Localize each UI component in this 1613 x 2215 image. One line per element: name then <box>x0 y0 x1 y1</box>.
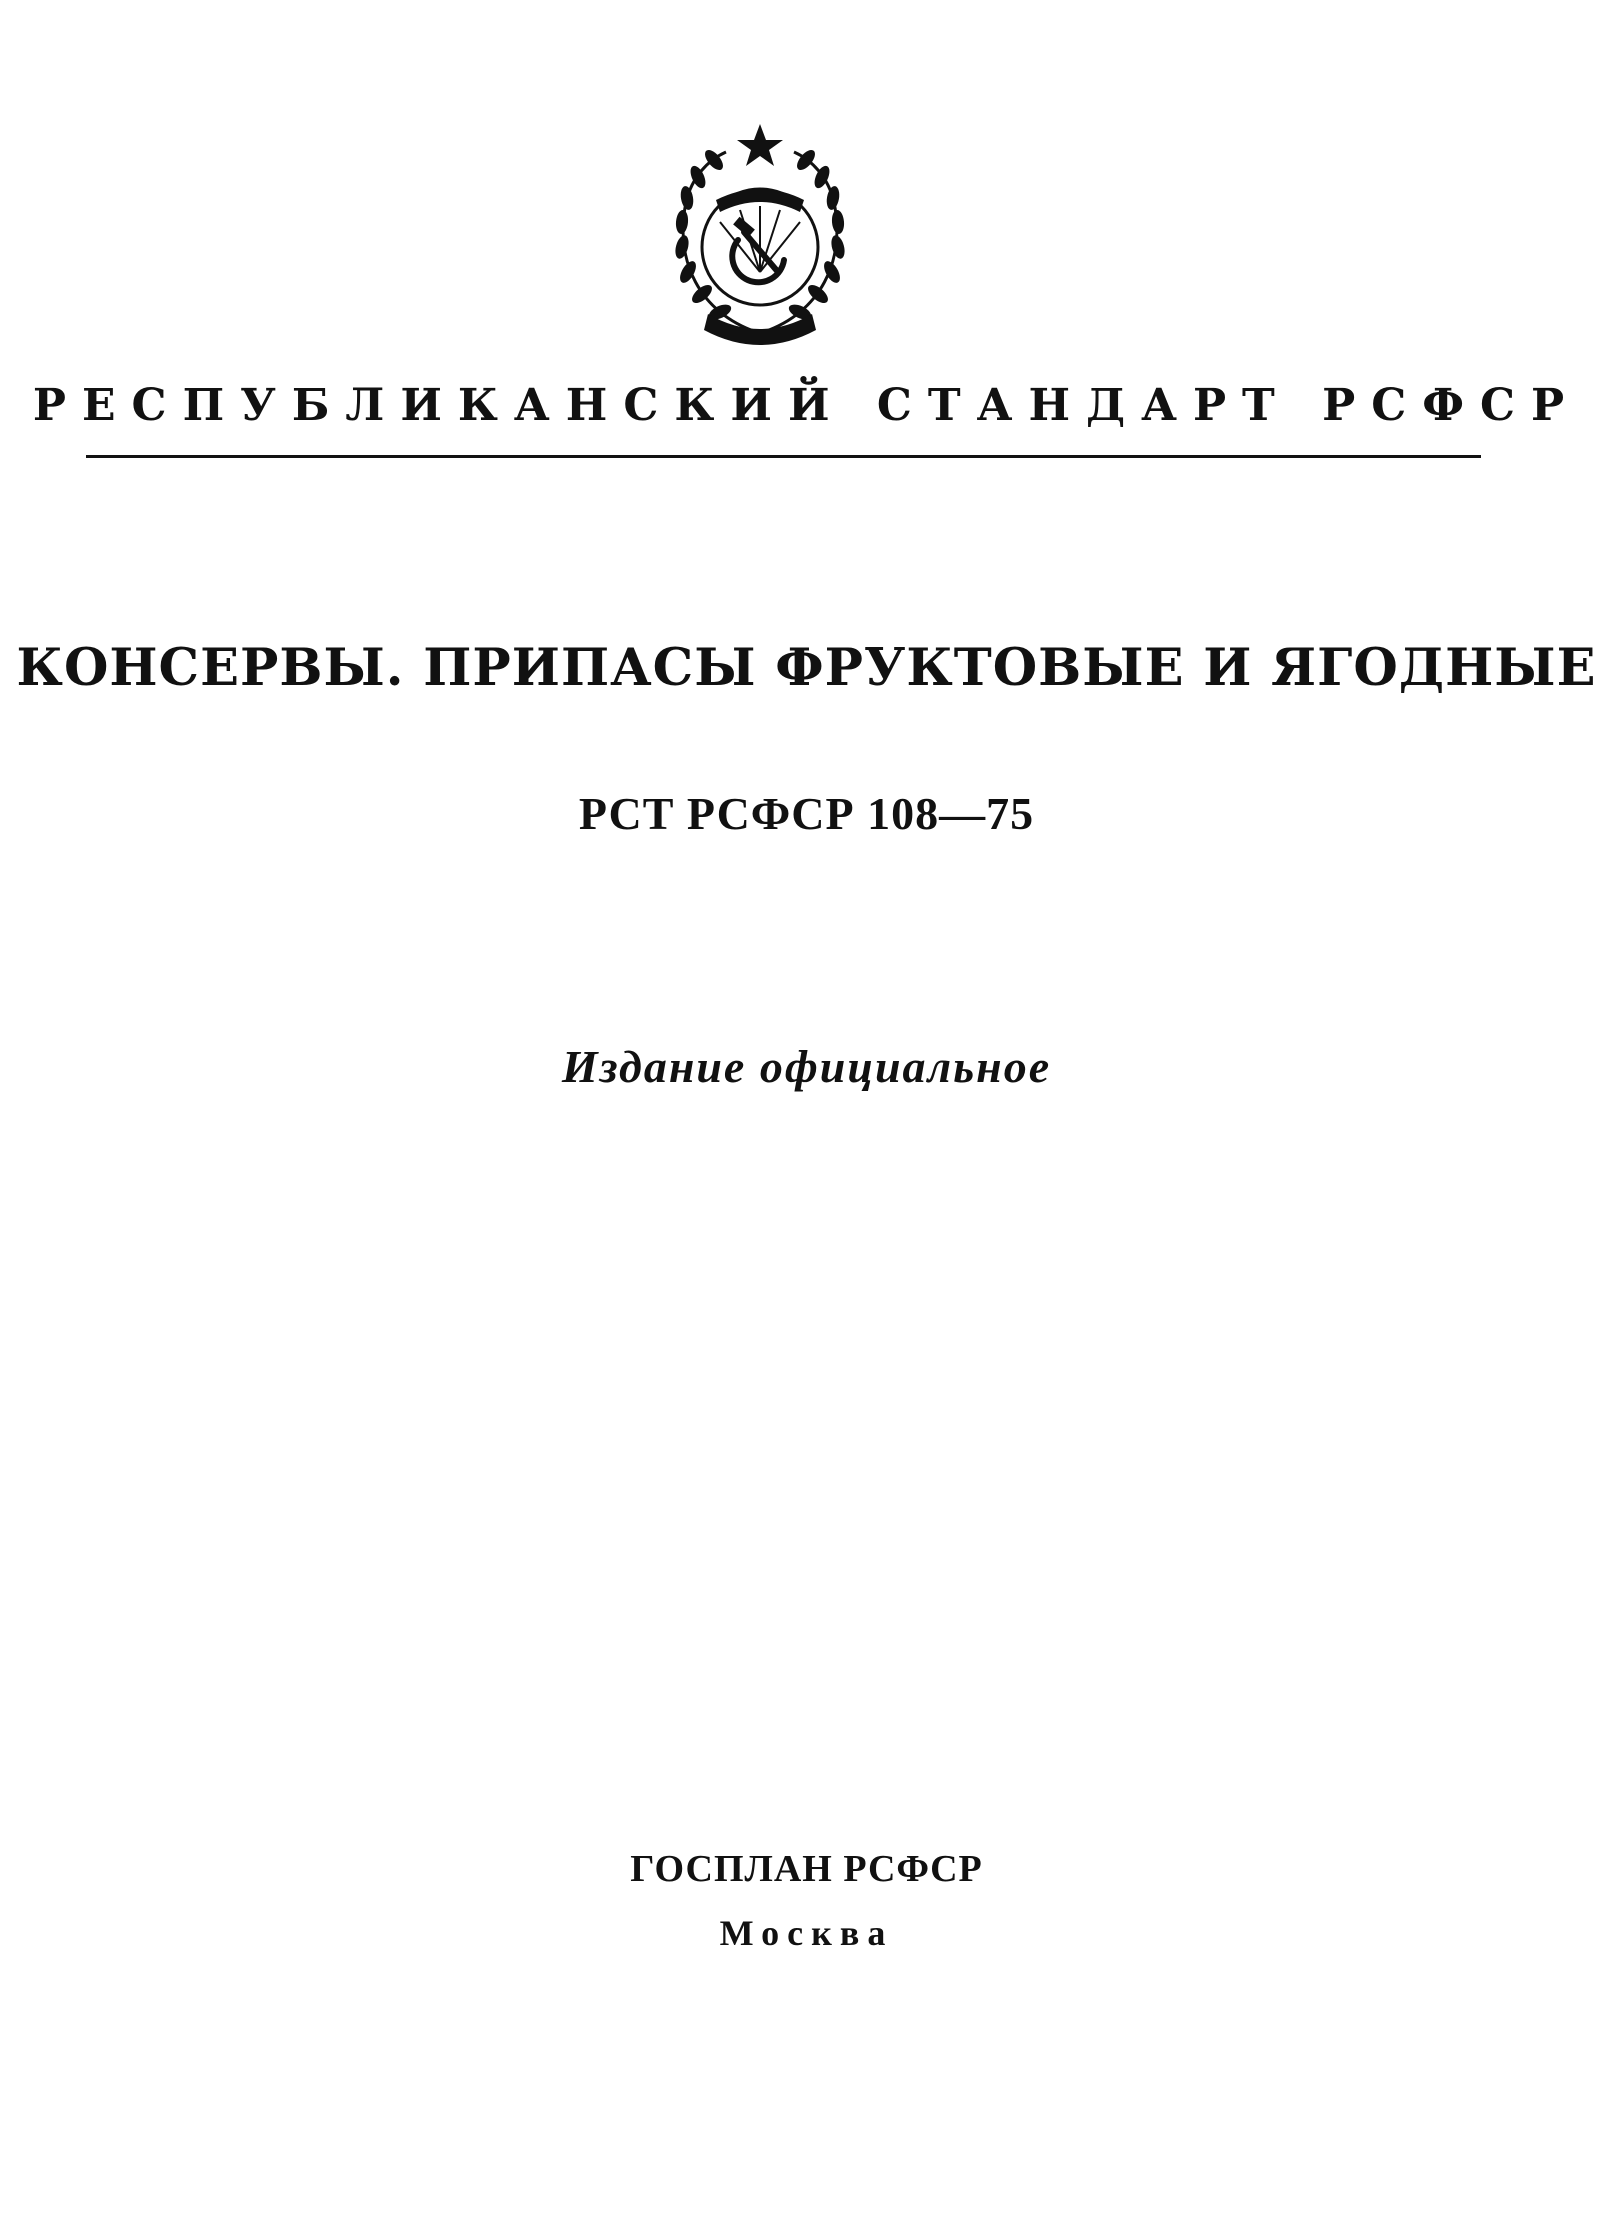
imprint-organization: ГОСПЛАН РСФСР <box>630 1848 983 1890</box>
coat-of-arms-icon <box>660 122 860 362</box>
edition-note: Издание официальное <box>561 1041 1052 1092</box>
header-divider <box>86 455 1481 458</box>
publisher-line: РЕСПУБЛИКАНСКИЙ СТАНДАРТ РСФСР <box>32 380 1581 431</box>
document-title: КОНСЕРВЫ. ПРИПАСЫ ФРУКТОВЫЕ И ЯГОДНЫЕ <box>16 638 1597 698</box>
document-designation: РСТ РСФСР 108—75 <box>578 788 1035 839</box>
imprint-city: Москва <box>719 1913 894 1953</box>
